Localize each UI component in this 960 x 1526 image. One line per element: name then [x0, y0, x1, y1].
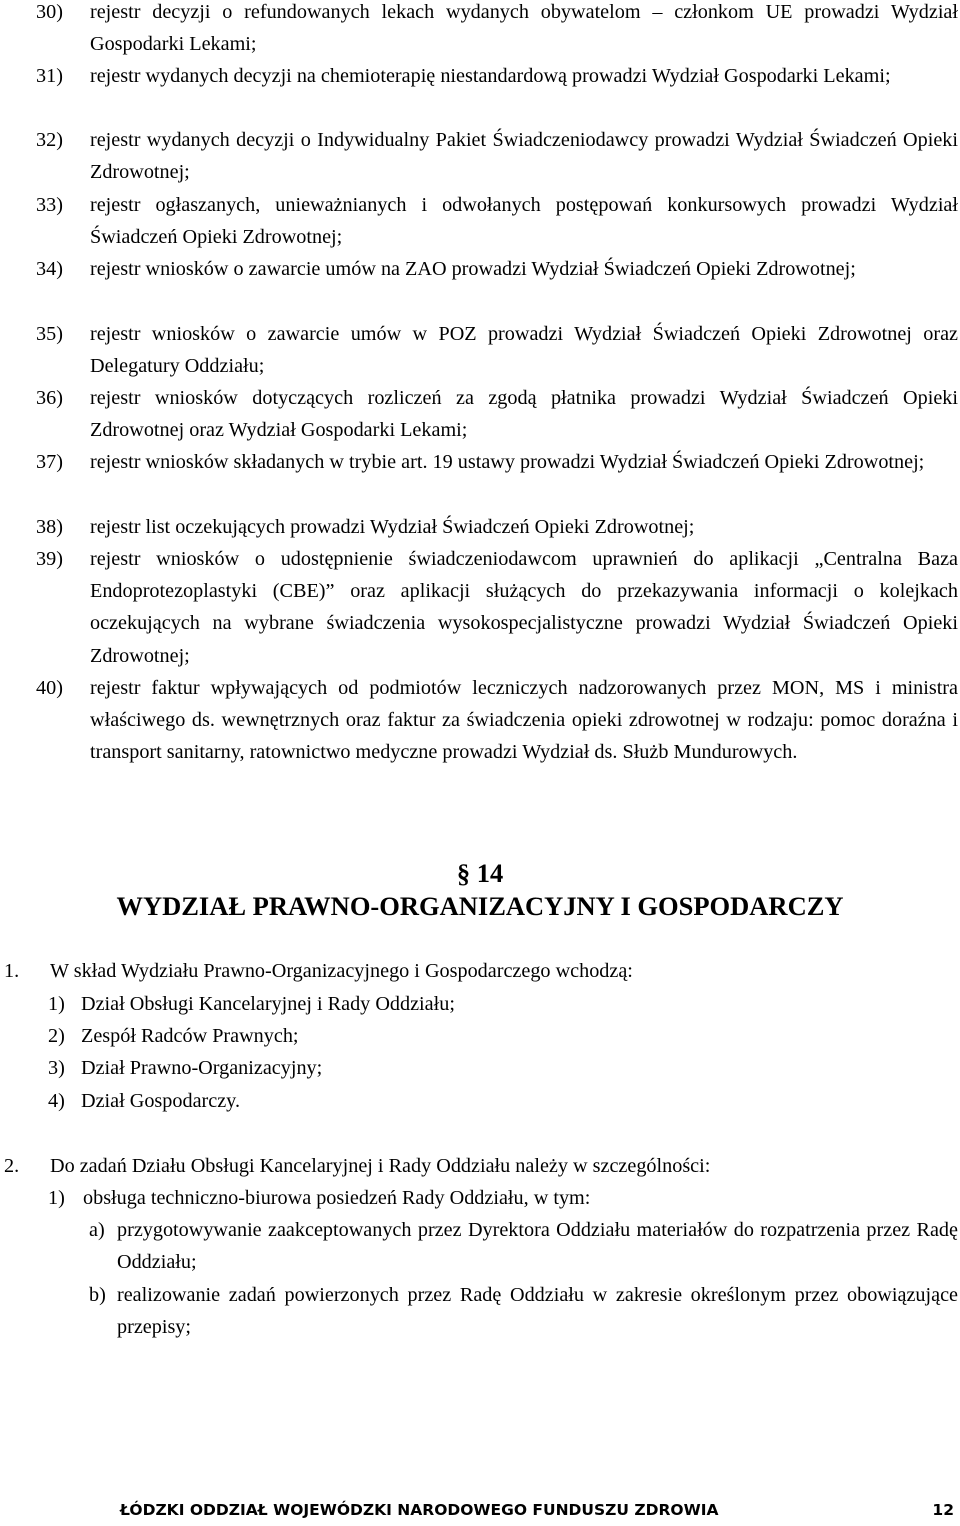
list-item [36, 382, 958, 446]
section-number: § 14 [456, 858, 504, 888]
item-number: 2) [48, 1025, 65, 1047]
item-number: 34) [36, 258, 63, 280]
item-text: rejestr list oczekujących prowadzi Wydział Świadczeń Opieki Zdrowotnej; [90, 516, 695, 538]
list-item [48, 988, 455, 1020]
list-item [36, 446, 958, 478]
list-item [36, 511, 958, 543]
item-text: Dział Prawno-Organizacyjny; [81, 1057, 323, 1079]
list-item [36, 0, 958, 60]
item-text: Zespół Radców Prawnych; [81, 1025, 299, 1047]
item-number: 30) [36, 1, 63, 23]
paragraph-text: W skład Wydziału Prawno-Organizacyjnego i Gospodarczego wchodzą: [50, 960, 633, 982]
item-number: 35) [36, 323, 63, 345]
item-letter: b) [89, 1284, 106, 1306]
sub-list-item [89, 1214, 958, 1278]
paragraph-1 [4, 955, 958, 987]
paragraph-number: 1. [4, 960, 20, 982]
item-number: 4) [48, 1090, 65, 1112]
item-number: 39) [36, 548, 63, 570]
item-text: Dział Obsługi Kancelaryjnej i Rady Oddziału; [81, 993, 455, 1015]
item-text: Dział Gospodarczy. [81, 1090, 241, 1112]
item-number: 3) [48, 1057, 65, 1079]
item-number: 31) [36, 65, 63, 87]
item-number: 1) [48, 1187, 65, 1209]
item-number: 33) [36, 194, 63, 216]
list-item [48, 1020, 299, 1052]
footer-organization: ŁÓDZKI ODDZIAŁ WOJEWÓDZKI NARODOWEGO FUNDUSZU ZDROWIA [120, 1501, 719, 1519]
item-number: 38) [36, 516, 63, 538]
list-item [36, 60, 958, 92]
item-text: rejestr decyzji o refundowanych lekach wydanych obywatelom – członkom UE prowadzi Wydział Gospodarki Lekami; [90, 1, 958, 56]
item-text: rejestr wniosków o zawarcie umów na ZAO prowadzi Wydział Świadczeń Opieki Zdrowotnej; [90, 258, 856, 280]
item-number: 32) [36, 129, 63, 151]
page-number: 12 [932, 1501, 954, 1519]
item-number: 40) [36, 677, 63, 699]
list-item [36, 318, 958, 382]
list-item [48, 1182, 590, 1214]
item-text: realizowanie zadań powierzonych przez Radę Oddziału w zakresie określonym przez obowiązujące przepisy; [117, 1284, 958, 1339]
list-item [36, 189, 958, 253]
paragraph-2 [4, 1150, 958, 1182]
item-text: rejestr wniosków o zawarcie umów w POZ prowadzi Wydział Świadczeń Opieki Zdrowotnej oraz Delegatury Oddziału; [90, 323, 958, 378]
list-item [36, 543, 958, 672]
item-text: rejestr wniosków składanych w trybie art. 19 ustawy prowadzi Wydział Świadczeń Opieki Zdrowotnej; [90, 451, 925, 473]
sub-list-item [89, 1279, 958, 1343]
item-text: rejestr wniosków dotyczących rozliczeń za zgodą płatnika prowadzi Wydział Świadczeń Opieki Zdrowotnej oraz Wydział Gospodarki Lekami; [90, 387, 958, 442]
item-text: obsługa techniczno-biurowa posiedzeń Rady Oddziału, w tym: [83, 1187, 591, 1209]
item-text: rejestr wydanych decyzji na chemioterapię niestandardową prowadzi Wydział Gospodarki Lekami; [90, 65, 891, 87]
paragraph-text: Do zadań Działu Obsługi Kancelaryjnej i Rady Oddziału należy w szczególności: [50, 1155, 711, 1177]
paragraph-number: 2. [4, 1155, 20, 1177]
item-number: 37) [36, 451, 63, 473]
item-number: 1) [48, 993, 65, 1015]
item-letter: a) [89, 1219, 105, 1241]
item-text: rejestr wydanych decyzji o Indywidualny Pakiet Świadczeniodawcy prowadzi Wydział Świadczeń Opieki Zdrowotnej; [90, 129, 958, 184]
list-item [36, 672, 958, 769]
item-text: przygotowywanie zaakceptowanych przez Dyrektora Oddziału materiałów do rozpatrzenia przez Radę Oddziału; [117, 1219, 958, 1274]
list-item [48, 1052, 322, 1084]
list-item [48, 1085, 240, 1117]
item-number: 36) [36, 387, 63, 409]
item-text: rejestr faktur wpływających od podmiotów leczniczych nadzorowanych przez MON, MS i ministra właściwego ds. wewnętrznych oraz faktur za świadczenia opieki zdrowotnej w rodzaju: pomoc doraźna i transport sanitarny, ratownictwo medyczne prowadzi Wydział ds. Służb Mundurowych. [90, 677, 958, 764]
section-title: WYDZIAŁ PRAWNO-ORGANIZACYJNY I GOSPODARCZY [116, 891, 844, 921]
list-item [36, 124, 958, 188]
list-item [36, 253, 958, 285]
item-text: rejestr ogłaszanych, unieważnianych i odwołanych postępowań konkursowych prowadzi Wydział Świadczeń Opieki Zdrowotnej; [90, 194, 958, 249]
item-text: rejestr wniosków o udostępnienie świadczeniodawcom uprawnień do aplikacji „Centralna Baza Endoprotezoplastyki (CBE)” oraz aplikacji służących do przekazywania informacji o kolejkach oczekujących na wybrane świadczenia wysokospecjalistyczne prowadzi Wydział Świadczeń Opieki Zdrowotnej; [90, 548, 958, 667]
